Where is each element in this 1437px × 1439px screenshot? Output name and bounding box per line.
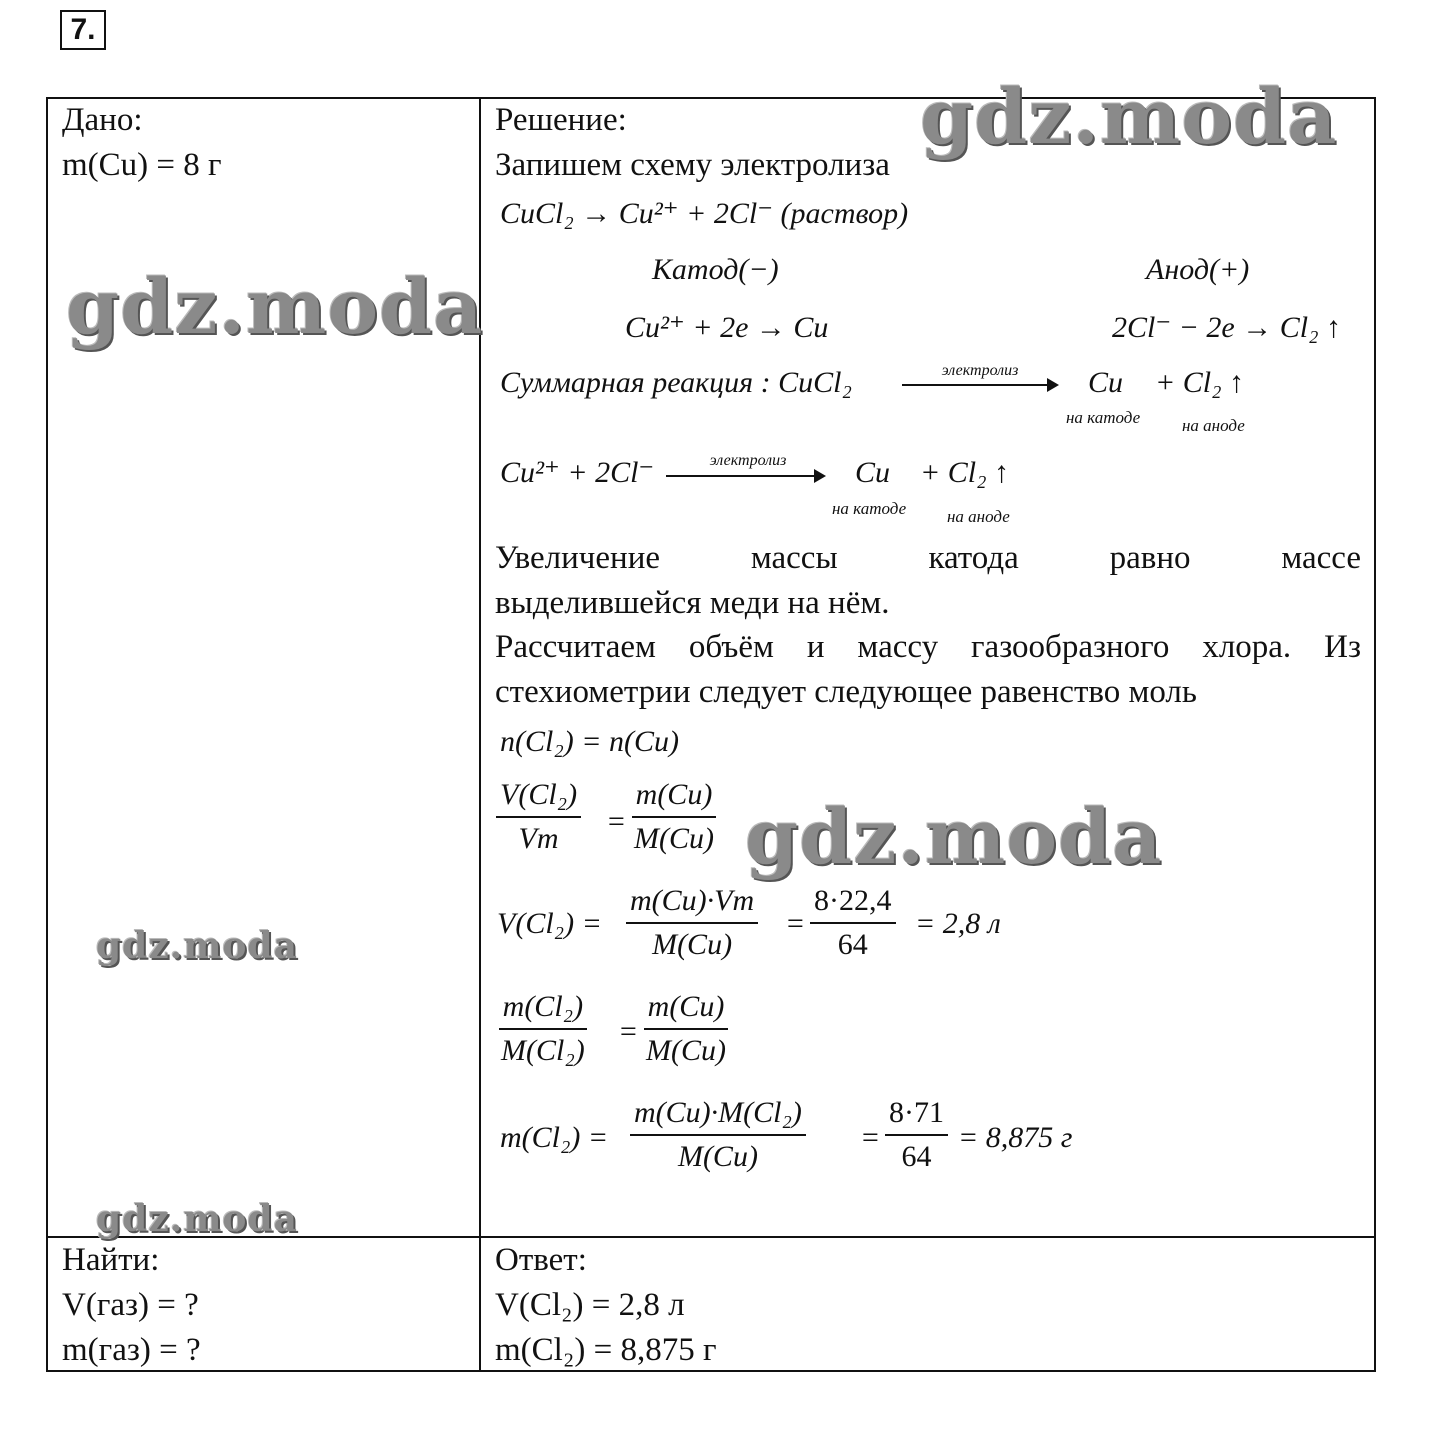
f4-fraction-numeric xyxy=(885,1094,948,1176)
task-number: 7. xyxy=(60,10,106,50)
f3-left-num: m(Cl₂) xyxy=(499,988,587,1030)
f3-right-num: m(Cu) xyxy=(644,988,729,1030)
mole-equality: n(Cl₂) = n(Cu) xyxy=(500,725,679,758)
f1-right-fraction xyxy=(630,776,718,858)
f4-lhs: m(Cl₂) = xyxy=(500,1121,609,1154)
anode-reaction: 2Cl⁻ − 2e → Cl₂ ↑ xyxy=(1112,311,1342,344)
electrolysis-label: электролиз xyxy=(941,362,1019,379)
dissociation-equation: CuCl₂ → Cu²⁺ + 2Cl⁻ (раствор) xyxy=(500,197,909,230)
equals-1: = xyxy=(606,805,627,838)
watermark-middle: gdz.moda xyxy=(745,792,1163,881)
on-cathode-label-2: на катоде xyxy=(832,499,907,518)
answer-volume: V(Cl₂) = 2,8 л xyxy=(495,1287,685,1323)
f4-num-numeric: 8·71 xyxy=(885,1094,948,1136)
equals-3: = xyxy=(618,1015,639,1048)
f4-num: m(Cu)·M(Cl₂) xyxy=(630,1094,806,1136)
f4-fraction xyxy=(630,1094,806,1176)
f3-left-fraction xyxy=(497,988,589,1070)
anode-label: Анод(+) xyxy=(1146,253,1250,286)
product-chlorine: + Cl₂ ↑ xyxy=(1155,366,1245,399)
find-volume: V(газ) = ? xyxy=(62,1287,199,1323)
ionic-reaction: Cu²⁺ + 2Cl⁻ xyxy=(500,456,655,489)
reaction-arrow-2 xyxy=(666,475,824,477)
f1-left-num: V(Cl₂) xyxy=(496,776,581,818)
cathode-reaction: Cu²⁺ + 2e → Cu xyxy=(625,311,829,344)
f4-result: = 8,875 г xyxy=(958,1121,1073,1154)
product-copper: Cu xyxy=(1088,366,1124,399)
f3-left-den: M(Cl₂) xyxy=(501,1034,585,1067)
given-heading: Дано: xyxy=(62,102,143,138)
electrolysis-label-2: электролиз xyxy=(709,452,787,469)
cathode-label: Катод(−) xyxy=(652,253,779,286)
find-heading: Найти: xyxy=(62,1242,160,1278)
solution-intro: Запишем схему электролиза xyxy=(495,147,890,183)
f3-right-fraction xyxy=(642,988,730,1070)
f2-den-numeric: 64 xyxy=(837,928,868,961)
product-copper-2: Cu xyxy=(855,456,891,489)
reaction-arrow xyxy=(902,384,1057,386)
text-cathode-mass-2: выделившейся меди на нём. xyxy=(495,585,890,621)
answer-heading: Ответ: xyxy=(495,1242,587,1278)
given-mass: m(Cu) = 8 г xyxy=(62,147,222,183)
text-calc-2: стехиометрии следует следующее равенство моль xyxy=(495,674,1197,710)
f4-den-numeric: 64 xyxy=(901,1140,932,1173)
f2-num-numeric: 8·22,4 xyxy=(810,882,896,924)
f2-num: m(Cu)·Vm xyxy=(626,882,758,924)
watermark-small-1: gdz.moda xyxy=(96,925,298,967)
watermark-top: gdz.moda xyxy=(920,72,1338,161)
solution-heading: Решение: xyxy=(495,102,627,138)
f3-right-den: M(Cu) xyxy=(646,1034,726,1067)
f1-right-num: m(Cu) xyxy=(632,776,717,818)
answer-mass: m(Cl₂) = 8,875 г xyxy=(495,1332,717,1368)
f2-fraction xyxy=(626,882,758,964)
product-chlorine-2: + Cl₂ ↑ xyxy=(920,456,1010,489)
watermark-small-2: gdz.moda xyxy=(96,1198,298,1240)
on-cathode-label: на катоде xyxy=(1066,408,1141,427)
f2-fraction-numeric xyxy=(810,882,896,964)
f2-den: M(Cu) xyxy=(652,928,733,961)
f1-left-den: Vm xyxy=(518,822,559,855)
f2-lhs: V(Cl₂) = xyxy=(497,907,602,940)
watermark-left: gdz.moda xyxy=(66,262,484,351)
find-mass: m(газ) = ? xyxy=(62,1332,201,1368)
summary-reaction: Суммарная реакция : CuCl₂ xyxy=(500,366,852,399)
equals-2: = xyxy=(785,907,806,940)
f2-result: = 2,8 л xyxy=(915,907,1001,940)
equals-4: = xyxy=(860,1121,881,1154)
text-cathode-mass-1: Увеличение массы катода равно массе xyxy=(495,540,1361,576)
f1-left-fraction xyxy=(496,776,581,858)
text-calc-1: Рассчитаем объём и массу газообразного хлора. Из xyxy=(495,629,1361,665)
f1-right-den: M(Cu) xyxy=(634,822,714,855)
on-anode-label-2: на аноде xyxy=(947,507,1010,526)
on-anode-label: на аноде xyxy=(1182,416,1245,435)
f4-den: M(Cu) xyxy=(677,1140,758,1173)
